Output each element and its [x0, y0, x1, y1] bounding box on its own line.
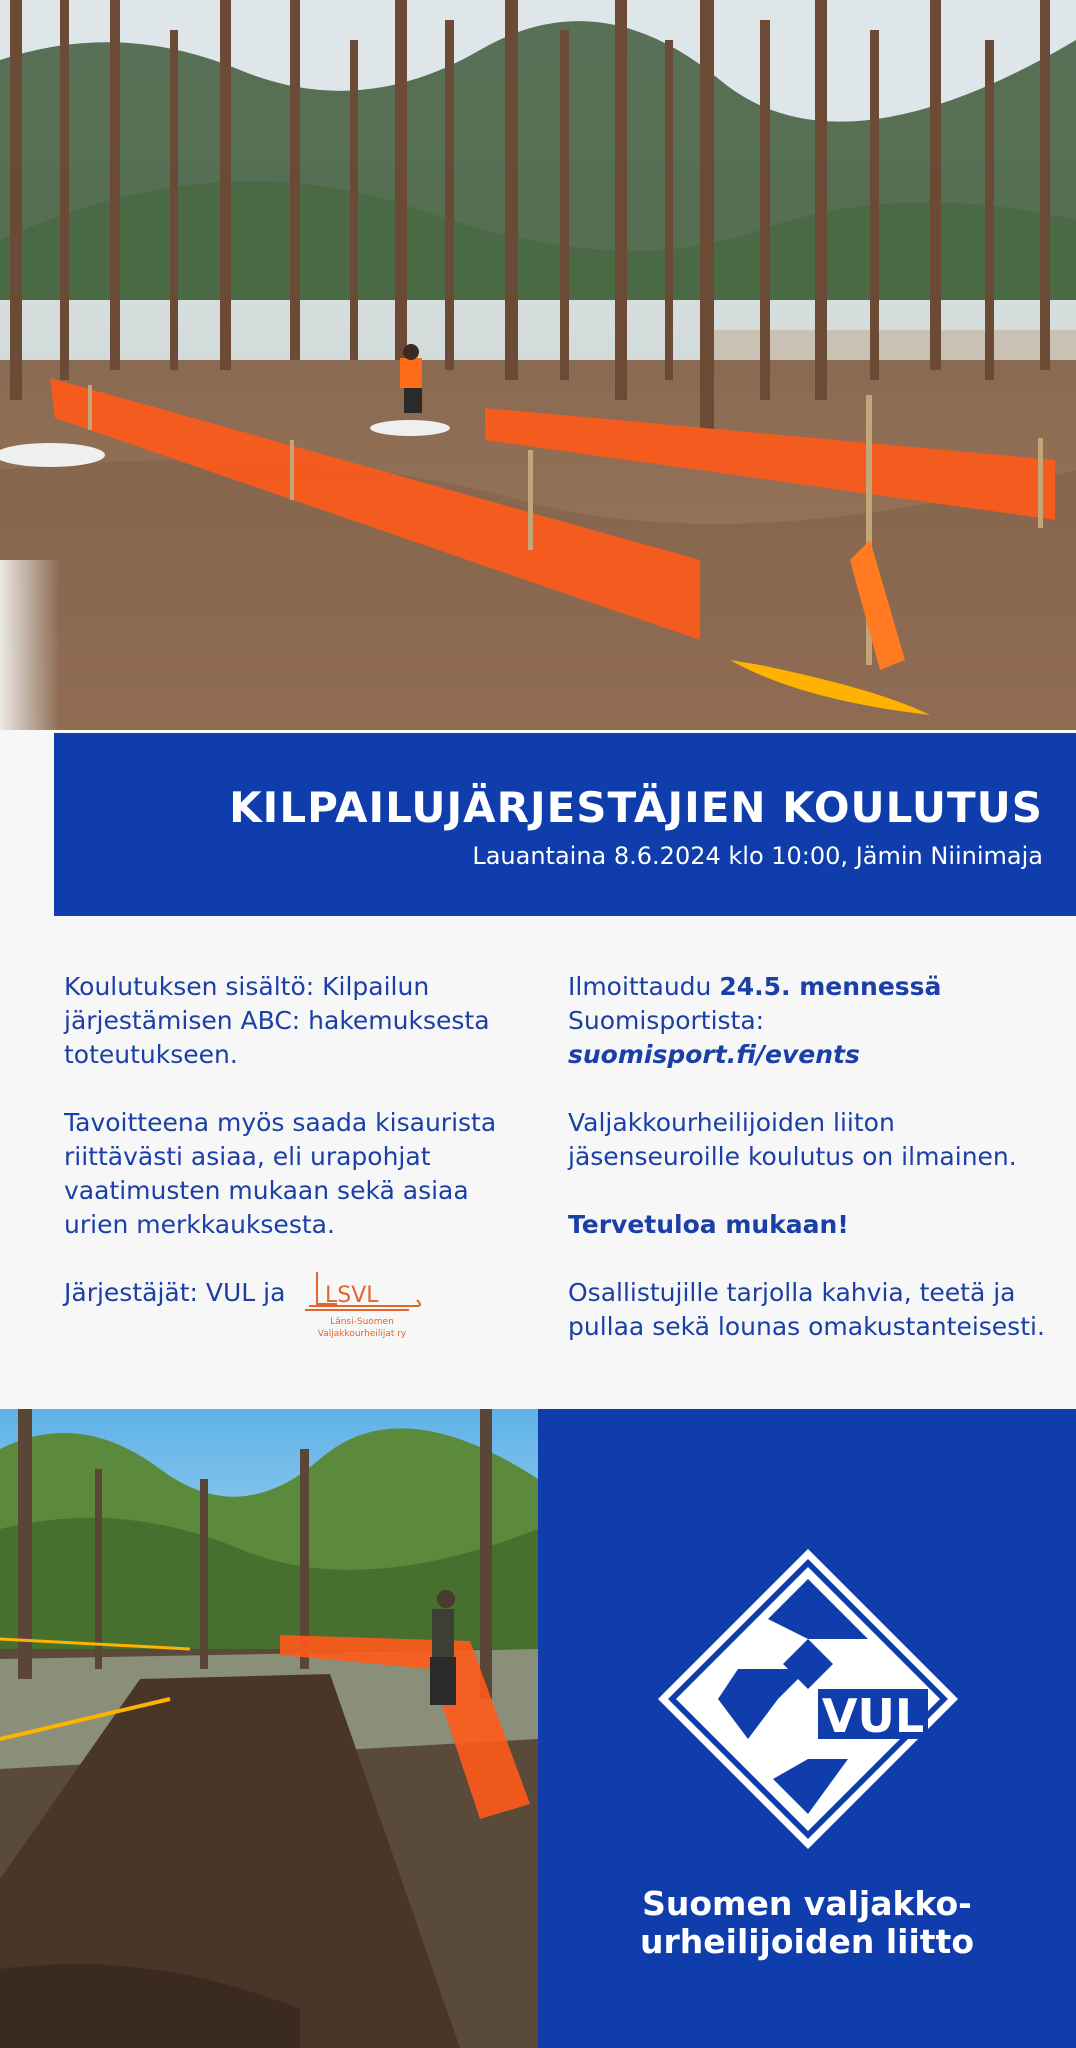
register-deadline: 24.5. mennessä — [719, 972, 942, 1001]
welcome-text: Tervetuloa mukaan! — [568, 1210, 849, 1239]
top-forest-photo — [0, 0, 1076, 730]
organizers-row — [64, 1276, 534, 1353]
lsv-logo-mark: LSVL — [325, 1283, 379, 1308]
event-date-location: Lauantaina 8.6.2024 klo 10:00, Jämin Niinimaja — [472, 842, 1043, 870]
training-content-text: Koulutuksen sisältö: Kilpailun järjestämisen ABC: hakemuksesta toteutukseen. — [64, 972, 490, 1069]
register-link[interactable]: suomisport.fi/events — [568, 1040, 860, 1069]
vul-name-line1: Suomen valjakko- — [642, 1884, 972, 1923]
info-left-column — [64, 970, 534, 1353]
lsv-logo — [297, 1264, 427, 1353]
organizers-label: Järjestäjät: VUL ja — [64, 1278, 286, 1307]
training-goal-text: Tavoitteena myös saada kisaurista riittävästi asiaa, eli urapohjat vaatimusten mukaan sekä asiaa urien merkkauksesta. — [64, 1108, 497, 1239]
info-right-column — [568, 970, 1068, 1378]
vul-logo — [658, 1549, 958, 1853]
vul-organization-name — [538, 1885, 1076, 1961]
page-title: KILPAILUJÄRJESTÄJIEN KOULUTUS — [229, 783, 1043, 832]
title-banner — [54, 733, 1076, 916]
catering-text: Osallistujille tarjolla kahvia, teetä ja pullaa sekä lounas omakustanteisesti. — [568, 1278, 1045, 1341]
bottom-forest-photo — [0, 1409, 538, 2048]
registration-text — [568, 970, 1068, 1072]
vul-panel — [538, 1409, 1076, 2048]
vul-name-line2: urheilijoiden liitto — [639, 1922, 974, 1961]
free-info-text: Valjakkourheilijoiden liiton jäsenseuroille koulutus on ilmainen. — [568, 1108, 1017, 1171]
lsv-logo-line2: Valjakkourheilijat ry — [318, 1329, 407, 1339]
register-prefix: Ilmoittaudu — [568, 972, 720, 1001]
photo-fade — [0, 560, 60, 730]
vul-logo-text: VUL — [821, 1689, 925, 1743]
lsv-logo-line1: Länsi-Suomen — [330, 1317, 395, 1327]
register-source: Suomisportista: — [568, 1006, 765, 1035]
